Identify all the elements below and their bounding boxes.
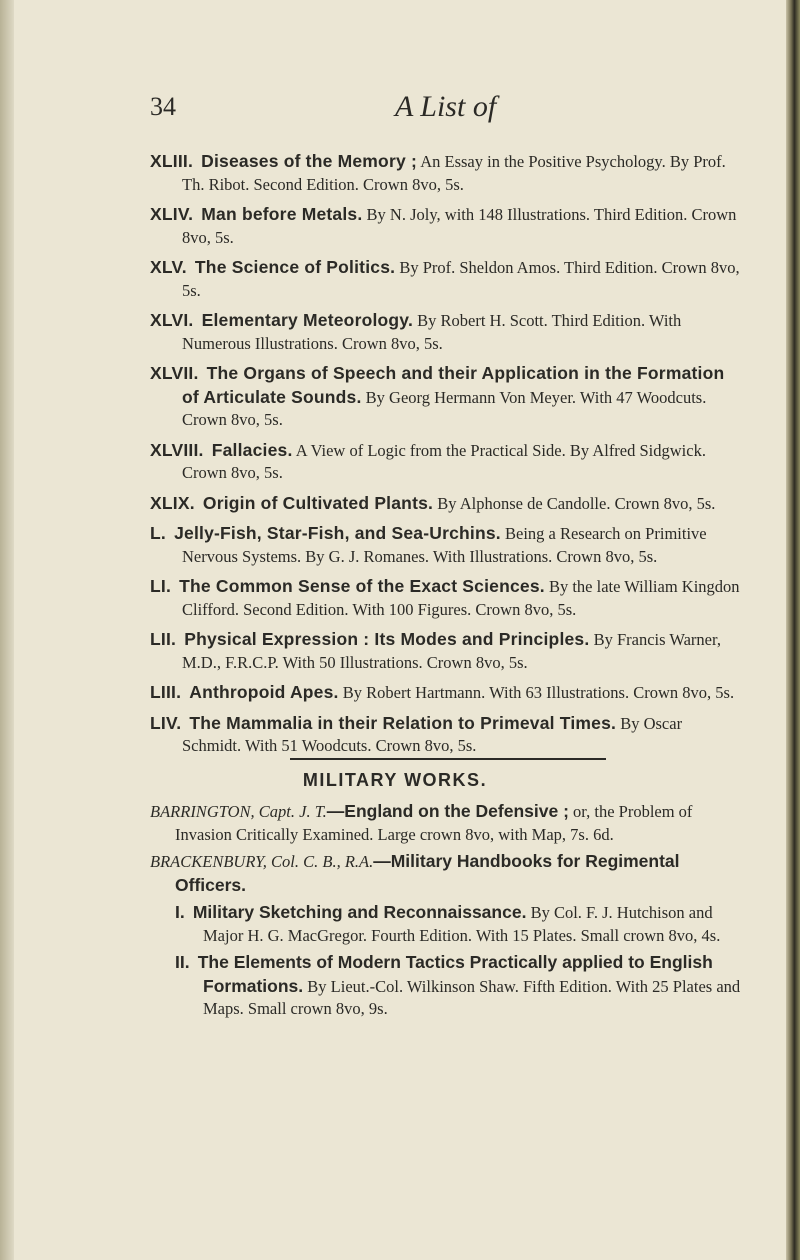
entry-details: By Prof. Sheldon Amos. Third Edition. Crown 8vo, 5s. bbox=[182, 258, 740, 300]
page-header bbox=[150, 92, 670, 132]
entry-author: BARRINGTON, Capt. J. T. bbox=[150, 802, 327, 821]
entry-details: A View of Logic from the Practical Side. By Alfred Sidgwick. Crown 8vo, 5s. bbox=[182, 440, 706, 482]
list-item bbox=[150, 850, 745, 897]
entry-details: By Alphonse de Candolle. Crown 8vo, 5s. bbox=[437, 493, 716, 513]
list-item bbox=[150, 362, 745, 432]
entry-number: LII. bbox=[150, 629, 177, 649]
list-item bbox=[150, 575, 745, 621]
entry-details: By the late William Kingdon Clifford. Second Edition. With 100 Figures. Crown 8vo, 5s. bbox=[182, 577, 740, 619]
page-gutter-shadow bbox=[0, 0, 14, 1260]
entry-author: BRACKENBURY, Col. C. B., R.A. bbox=[150, 852, 374, 871]
entry-title: The Common Sense of the Exact Sciences. bbox=[179, 576, 545, 596]
entry-number: XLV. bbox=[150, 257, 187, 277]
entry-details: or, the Problem of Invasion Critically Examined. Large crown 8vo, with Map, 7s. 6d. bbox=[175, 802, 693, 844]
entry-title: Fallacies. bbox=[211, 439, 293, 460]
entry-details: By Lieut.-Col. Wilkinson Shaw. Fifth Edition. With 25 Plates and Maps. Small crown 8vo, 9s. bbox=[203, 976, 741, 1018]
entry-details: By Oscar Schmidt. With 51 Woodcuts. Crown 8vo, 5s. bbox=[182, 713, 683, 755]
list-item bbox=[150, 800, 745, 846]
entry-number: XLIX. bbox=[150, 492, 195, 513]
entry-title: Man before Metals. bbox=[201, 204, 363, 224]
entry-number: XLVI. bbox=[150, 310, 194, 330]
list-item bbox=[150, 628, 745, 674]
entry-title: Elementary Meteorology. bbox=[201, 310, 414, 330]
entry-title: Physical Expression : Its Modes and Principles. bbox=[184, 629, 590, 649]
book-fore-edge bbox=[786, 0, 800, 1260]
entry-details: Being a Research on Primitive Nervous Systems. By G. J. Romanes. With Illustrations. Crown 8vo, 5s. bbox=[182, 524, 707, 566]
entry-details: By Francis Warner, M.D., F.R.C.P. With 50 Illustrations. Crown 8vo, 5s. bbox=[182, 630, 721, 672]
entry-title: The Science of Politics. bbox=[194, 257, 396, 277]
entry-title: Jelly-Fish, Star-Fish, and Sea-Urchins. bbox=[174, 523, 501, 543]
entry-number: II. bbox=[175, 952, 190, 972]
entry-number: XLVII. bbox=[150, 363, 199, 383]
list-item bbox=[150, 256, 745, 302]
entry-title: Origin of Cultivated Plants. bbox=[202, 492, 434, 513]
entry-number: LI. bbox=[150, 576, 172, 596]
entry-title: —Military Handbooks for Regimental Officers. bbox=[175, 851, 680, 895]
running-title: A List of bbox=[395, 90, 497, 123]
entry-number: XLIV. bbox=[150, 204, 194, 224]
entry-details: By Col. F. J. Hutchison and Major H. G. MacGregor. Fourth Edition. With 15 Plates. Small crown 8vo, 4s. bbox=[203, 903, 721, 945]
military-works-list bbox=[150, 800, 745, 1025]
entry-number: XLIII. bbox=[150, 151, 194, 171]
list-item bbox=[150, 522, 745, 568]
list-item bbox=[150, 712, 745, 758]
entry-number: L. bbox=[150, 523, 166, 543]
entry-number: I. bbox=[175, 902, 185, 922]
list-item bbox=[150, 150, 745, 196]
section-divider bbox=[290, 758, 606, 760]
list-item bbox=[150, 309, 745, 355]
list-item bbox=[150, 681, 745, 705]
entry-title: Diseases of the Memory ; bbox=[201, 151, 417, 171]
entry-number: LIV. bbox=[150, 712, 182, 733]
entry-details: By N. Joly, with 148 Illustrations. Third Edition. Crown 8vo, 5s. bbox=[182, 205, 737, 247]
entry-title: The Elements of Modern Tactics Practically applied to English Formations. bbox=[197, 952, 713, 996]
section-heading: MILITARY WORKS. bbox=[302, 770, 488, 790]
entry-title: The Mammalia in their Relation to Primeval Times. bbox=[189, 712, 617, 733]
entry-number: XLVIII. bbox=[150, 439, 204, 460]
entry-details: An Essay in the Positive Psychology. By Prof. Th. Ribot. Second Edition. Crown 8vo, 5s. bbox=[182, 152, 726, 194]
entry-number: LIII. bbox=[150, 682, 182, 702]
list-item bbox=[150, 492, 745, 516]
entry-title: Military Sketching and Reconnaissance. bbox=[192, 902, 527, 922]
page-number: 34 bbox=[150, 92, 176, 121]
list-item bbox=[175, 951, 745, 1021]
entry-title: —England on the Defensive ; bbox=[326, 801, 569, 821]
list-item bbox=[175, 901, 745, 947]
list-item bbox=[150, 203, 745, 249]
entry-title: The Organs of Speech and their Application in the Formation of Articulate Sounds. bbox=[182, 363, 725, 407]
series-list bbox=[150, 150, 745, 765]
entry-details: By Robert Hartmann. With 63 Illustrations. Crown 8vo, 5s. bbox=[342, 683, 735, 702]
entry-details: By Georg Hermann Von Meyer. With 47 Woodcuts. Crown 8vo, 5s. bbox=[182, 387, 707, 429]
entry-title: Anthropoid Apes. bbox=[189, 682, 339, 702]
entry-details: By Robert H. Scott. Third Edition. With Numerous Illustrations. Crown 8vo, 5s. bbox=[182, 311, 682, 353]
list-item bbox=[150, 439, 745, 485]
